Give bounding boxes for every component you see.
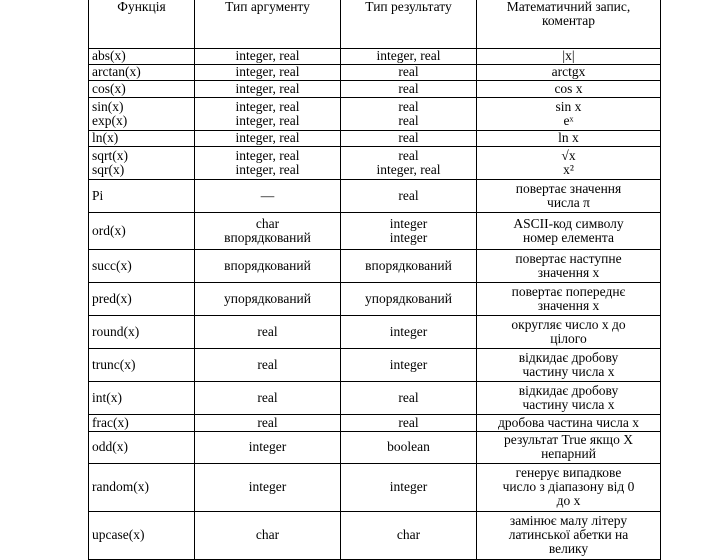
result-type-cell [341, 64, 477, 80]
argument-type-cell [195, 463, 341, 511]
math-notation-cell [477, 348, 661, 381]
table-row [89, 348, 661, 381]
table-row [89, 249, 661, 282]
table-row [89, 282, 661, 315]
cell-line: значення x [537, 297, 600, 313]
math-notation-cell [477, 431, 661, 463]
table-row [89, 414, 661, 431]
result-type-cell [341, 348, 477, 381]
cell-line: integer [248, 479, 287, 494]
cell-line: arctan(x) [92, 64, 141, 79]
cell-line: char [396, 527, 421, 542]
cell-line: відкидає дробову [518, 349, 619, 365]
table-row [89, 130, 661, 146]
table-row [89, 80, 661, 97]
result-type-cell [341, 381, 477, 414]
cell-line: sin(x) [92, 98, 124, 114]
cell-line: частину числа x [522, 363, 615, 379]
argument-type-cell [195, 64, 341, 80]
header-math-notation: Математичний запис, коментар [477, 0, 661, 48]
cell-line: число з діапазону від 0 [502, 479, 635, 494]
cell-line: real [398, 147, 419, 163]
cell-line: частину числа x [522, 396, 615, 412]
table-row [89, 146, 661, 179]
cell-line: real [257, 389, 278, 405]
function-cell [89, 414, 195, 431]
function-cell [89, 381, 195, 414]
math-notation-cell [477, 463, 661, 511]
cell-line: boolean [387, 439, 430, 454]
cell-line: Pi [92, 187, 104, 203]
cell-line: впорядкований [224, 229, 311, 245]
result-type-cell [341, 80, 477, 97]
cell-line: arctgx [551, 64, 586, 79]
function-cell [89, 348, 195, 381]
cell-line: char [255, 527, 280, 542]
cell-line: значення x [537, 264, 600, 280]
math-notation-cell [477, 315, 661, 348]
cell-line: повертає наступне [515, 250, 622, 266]
cell-line: до x [556, 493, 581, 508]
table-row [89, 431, 661, 463]
function-cell [89, 80, 195, 97]
argument-type-cell [195, 348, 341, 381]
argument-type-cell [195, 97, 341, 130]
header-result-type: Тип результату [341, 0, 477, 48]
cell-line: integer, real [376, 161, 441, 177]
function-cell [89, 212, 195, 249]
cell-line: real [398, 112, 419, 128]
function-cell [89, 282, 195, 315]
result-type-cell [341, 130, 477, 146]
cell-line: integer, real [235, 112, 300, 128]
cell-line: integer, real [235, 130, 300, 145]
cell-line: cos(x) [92, 80, 126, 96]
cell-line: номер елемента [523, 229, 614, 245]
cell-line: real [398, 98, 419, 114]
math-notation-cell [477, 511, 661, 559]
result-type-cell [341, 282, 477, 315]
function-cell [89, 179, 195, 212]
argument-type-cell [195, 511, 341, 559]
cell-line: int(x) [92, 389, 122, 405]
function-cell [89, 146, 195, 179]
cell-line: ln x [558, 130, 579, 145]
math-notation-cell [477, 80, 661, 97]
cell-line: sqrt(x) [92, 147, 128, 163]
table-row [89, 511, 661, 559]
function-cell [89, 463, 195, 511]
cell-line: real [398, 187, 419, 203]
result-type-cell [341, 315, 477, 348]
cell-line: real [398, 389, 419, 405]
cell-line: повертає значення [515, 180, 622, 196]
math-notation-cell [477, 249, 661, 282]
result-type-cell [341, 97, 477, 130]
result-type-cell [341, 212, 477, 249]
cell-line: велику [548, 541, 589, 556]
function-cell [89, 511, 195, 559]
table-row [89, 97, 661, 130]
math-notation-cell [477, 179, 661, 212]
cell-line: округляє число x до [511, 316, 626, 332]
cell-line: впорядкований [224, 257, 311, 273]
cell-line: integer [389, 479, 428, 494]
function-cell [89, 97, 195, 130]
argument-type-cell [195, 249, 341, 282]
math-notation-cell [477, 130, 661, 146]
function-cell [89, 64, 195, 80]
cell-line: random(x) [92, 479, 149, 494]
cell-line: real [398, 64, 419, 79]
cell-line: integer [389, 215, 428, 231]
cell-line: integer [389, 323, 428, 339]
argument-type-cell [195, 80, 341, 97]
cell-line: integer [389, 356, 428, 372]
math-notation-cell [477, 381, 661, 414]
cell-line: integer, real [376, 48, 441, 63]
result-type-cell [341, 511, 477, 559]
math-notation-cell [477, 48, 661, 64]
argument-type-cell [195, 48, 341, 64]
cell-line: integer, real [235, 98, 300, 114]
table-row [89, 315, 661, 348]
result-type-cell [341, 414, 477, 431]
cell-line: дробова частина числа x [498, 414, 639, 430]
cell-line: eˣ [563, 112, 574, 128]
cell-line: sqr(x) [92, 161, 125, 177]
cell-line: замінює малу літеру [509, 513, 628, 528]
argument-type-cell [195, 282, 341, 315]
result-type-cell [341, 48, 477, 64]
header-function: Функція [89, 0, 195, 48]
cell-line: integer, real [235, 161, 300, 177]
argument-type-cell [195, 212, 341, 249]
function-cell [89, 48, 195, 64]
function-cell [89, 315, 195, 348]
cell-line: real [257, 414, 278, 430]
cell-line: результат True якщо X [504, 432, 633, 447]
cell-line: integer [248, 439, 287, 454]
cell-line: integer [389, 229, 428, 245]
result-type-cell [341, 249, 477, 282]
cell-line: ASCII-код символу [513, 215, 624, 231]
cell-line: — [260, 187, 275, 203]
cell-line: відкидає дробову [518, 382, 619, 398]
cell-line: abs(x) [92, 48, 126, 63]
header-row [89, 0, 661, 48]
cell-line: ln(x) [92, 130, 119, 145]
cell-line: ord(x) [92, 222, 126, 238]
function-cell [89, 249, 195, 282]
cell-line: real [398, 80, 419, 96]
argument-type-cell [195, 146, 341, 179]
result-type-cell [341, 463, 477, 511]
function-cell [89, 431, 195, 463]
argument-type-cell [195, 414, 341, 431]
cell-line: латинської абетки на [508, 527, 629, 542]
table-row [89, 463, 661, 511]
cell-line: upcase(x) [92, 527, 145, 542]
cell-line: упорядкований [223, 290, 312, 306]
math-notation-cell [477, 146, 661, 179]
cell-line: real [398, 130, 419, 145]
cell-line: integer, real [235, 48, 300, 63]
math-notation-cell [477, 97, 661, 130]
table-row [89, 212, 661, 249]
argument-type-cell [195, 381, 341, 414]
cell-line: x² [563, 161, 574, 177]
cell-line: sin x [555, 98, 582, 114]
cell-line: trunc(x) [92, 356, 136, 372]
cell-line: впорядкований [365, 257, 452, 273]
argument-type-cell [195, 315, 341, 348]
table-row [89, 381, 661, 414]
argument-type-cell [195, 179, 341, 212]
cell-line: real [257, 356, 278, 372]
cell-line: real [398, 414, 419, 430]
cell-line: непарний [541, 446, 596, 461]
cell-line: |x| [562, 48, 575, 63]
argument-type-cell [195, 130, 341, 146]
math-notation-cell [477, 64, 661, 80]
cell-line: pred(x) [92, 290, 132, 306]
functions-table [88, 0, 661, 560]
result-type-cell [341, 179, 477, 212]
cell-line: цілого [550, 330, 587, 346]
cell-line: генерує випадкове [515, 465, 622, 480]
cell-line: frac(x) [92, 414, 129, 430]
cell-line: round(x) [92, 323, 140, 339]
table-row [89, 179, 661, 212]
result-type-cell [341, 146, 477, 179]
function-cell [89, 130, 195, 146]
cell-line: упорядкований [364, 290, 453, 306]
header-argument-type: Тип аргументу [195, 0, 341, 48]
math-notation-cell [477, 282, 661, 315]
cell-line: exp(x) [92, 112, 128, 128]
table-row [89, 64, 661, 80]
math-notation-cell [477, 212, 661, 249]
cell-line: √x [561, 147, 576, 163]
math-notation-cell [477, 414, 661, 431]
cell-line: succ(x) [92, 257, 132, 273]
result-type-cell [341, 431, 477, 463]
table-row [89, 48, 661, 64]
cell-line: повертає попереднє [511, 283, 626, 299]
cell-line: integer, real [235, 80, 300, 96]
cell-line: char [255, 215, 280, 231]
cell-line: cos x [554, 80, 583, 96]
cell-line: integer, real [235, 147, 300, 163]
cell-line: числа π [547, 194, 590, 210]
argument-type-cell [195, 431, 341, 463]
cell-line: real [257, 323, 278, 339]
cell-line: integer, real [235, 64, 300, 79]
cell-line: odd(x) [92, 439, 128, 454]
